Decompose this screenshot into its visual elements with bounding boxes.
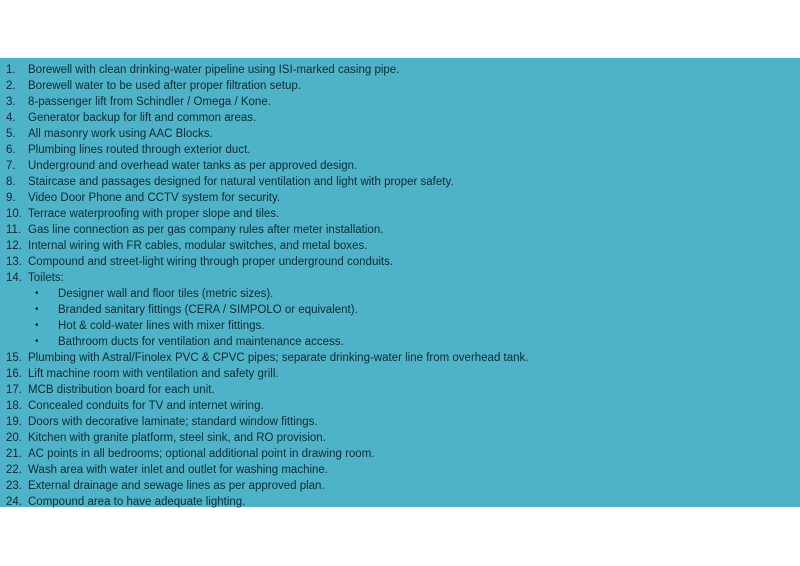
list-item: [0, 174, 800, 190]
list-item: [0, 366, 800, 382]
item-text: Kitchen with granite platform, steel sink, and RO provision.: [28, 432, 326, 444]
item-number: 14.: [6, 272, 22, 284]
item-text: 8-passenger lift from Schindler / Omega / Kone.: [28, 96, 271, 108]
bullet-icon: •: [35, 320, 39, 331]
item-number: 19.: [6, 416, 22, 428]
item-number: 8.: [6, 176, 16, 188]
sub-item-text: Hot & cold-water lines with mixer fittings.: [58, 320, 265, 332]
bullet-icon: •: [35, 304, 39, 315]
list-item: [0, 78, 800, 94]
item-number: 10.: [6, 208, 22, 220]
item-number: 11.: [6, 224, 22, 236]
list-item: [0, 446, 800, 462]
item-number: 15.: [6, 352, 22, 364]
list-item: [0, 110, 800, 126]
item-number: 2.: [6, 80, 16, 92]
item-number: 23.: [6, 480, 22, 492]
item-text: Toilets:: [28, 272, 64, 284]
item-text: Compound area to have adequate lighting.: [28, 496, 246, 508]
sub-list-item: [0, 318, 800, 334]
item-number: 4.: [6, 112, 16, 124]
item-text: Underground and overhead water tanks as per approved design.: [28, 160, 358, 172]
sub-item-text: Branded sanitary fittings (CERA / SIMPOLO or equivalent).: [58, 304, 358, 316]
item-number: 21.: [6, 448, 22, 460]
item-number: 6.: [6, 144, 16, 156]
sub-item-text: Bathroom ducts for ventilation and maintenance access.: [58, 336, 344, 348]
item-text: External drainage and sewage lines as per approved plan.: [28, 480, 325, 492]
item-number: 1.: [6, 64, 16, 76]
sub-list-item: [0, 334, 800, 350]
sub-list-item: [0, 286, 800, 302]
list-item: [0, 350, 800, 366]
list-item: [0, 190, 800, 206]
item-number: 24.: [6, 496, 22, 508]
list-item-toilets: [0, 270, 800, 286]
item-text: Gas line connection as per gas company rules after meter installation.: [28, 224, 384, 236]
item-text: Concealed conduits for TV and internet wiring.: [28, 400, 264, 412]
bullet-icon: •: [35, 336, 39, 347]
list-item: [0, 478, 800, 494]
list-item: [0, 430, 800, 446]
item-text: Internal wiring with FR cables, modular switches, and metal boxes.: [28, 240, 368, 252]
item-text: Doors with decorative laminate; standard window fittings.: [28, 416, 318, 428]
item-number: 12.: [6, 240, 22, 252]
sub-item-text: Designer wall and floor tiles (metric sizes).: [58, 288, 274, 300]
item-text: Borewell with clean drinking-water pipeline using ISI-marked casing pipe.: [28, 64, 400, 76]
item-text: Generator backup for lift and common areas.: [28, 112, 257, 124]
item-number: 20.: [6, 432, 22, 444]
list-item: [0, 222, 800, 238]
item-number: 16.: [6, 368, 22, 380]
item-text: Video Door Phone and CCTV system for security.: [28, 192, 281, 204]
item-text: Plumbing lines routed through exterior duct.: [28, 144, 251, 156]
list-item: [0, 494, 800, 510]
item-number: 17.: [6, 384, 22, 396]
specification-list: [0, 62, 800, 510]
list-item: [0, 398, 800, 414]
item-text: Terrace waterproofing with proper slope and tiles.: [28, 208, 280, 220]
bullet-icon: •: [35, 288, 39, 299]
list-item: [0, 94, 800, 110]
list-item: [0, 238, 800, 254]
item-text: Wash area with water inlet and outlet for washing machine.: [28, 464, 329, 476]
list-item: [0, 126, 800, 142]
item-number: 22.: [6, 464, 22, 476]
sub-list-item: [0, 302, 800, 318]
item-text: Plumbing with Astral/Finolex PVC & CPVC pipes; separate drinking-water line from overhead tank.: [28, 352, 529, 364]
list-item: [0, 382, 800, 398]
item-number: 13.: [6, 256, 22, 268]
item-number: 18.: [6, 400, 22, 412]
list-item: [0, 414, 800, 430]
list-item: [0, 254, 800, 270]
specification-panel: [0, 58, 800, 507]
item-text: AC points in all bedrooms; optional additional point in drawing room.: [28, 448, 375, 460]
item-number: 9.: [6, 192, 16, 204]
item-text: All masonry work using AAC Blocks.: [28, 128, 213, 140]
item-text: MCB distribution board for each unit.: [28, 384, 215, 396]
item-number: 3.: [6, 96, 16, 108]
list-item: [0, 158, 800, 174]
list-item: [0, 62, 800, 78]
item-number: 5.: [6, 128, 16, 140]
list-item: [0, 206, 800, 222]
item-text: Staircase and passages designed for natural ventilation and light with proper safety.: [28, 176, 454, 188]
list-item: [0, 462, 800, 478]
item-number: 7.: [6, 160, 16, 172]
item-text: Lift machine room with ventilation and safety grill.: [28, 368, 279, 380]
list-item: [0, 142, 800, 158]
item-text: Compound and street-light wiring through proper underground conduits.: [28, 256, 394, 268]
item-text: Borewell water to be used after proper filtration setup.: [28, 80, 301, 92]
